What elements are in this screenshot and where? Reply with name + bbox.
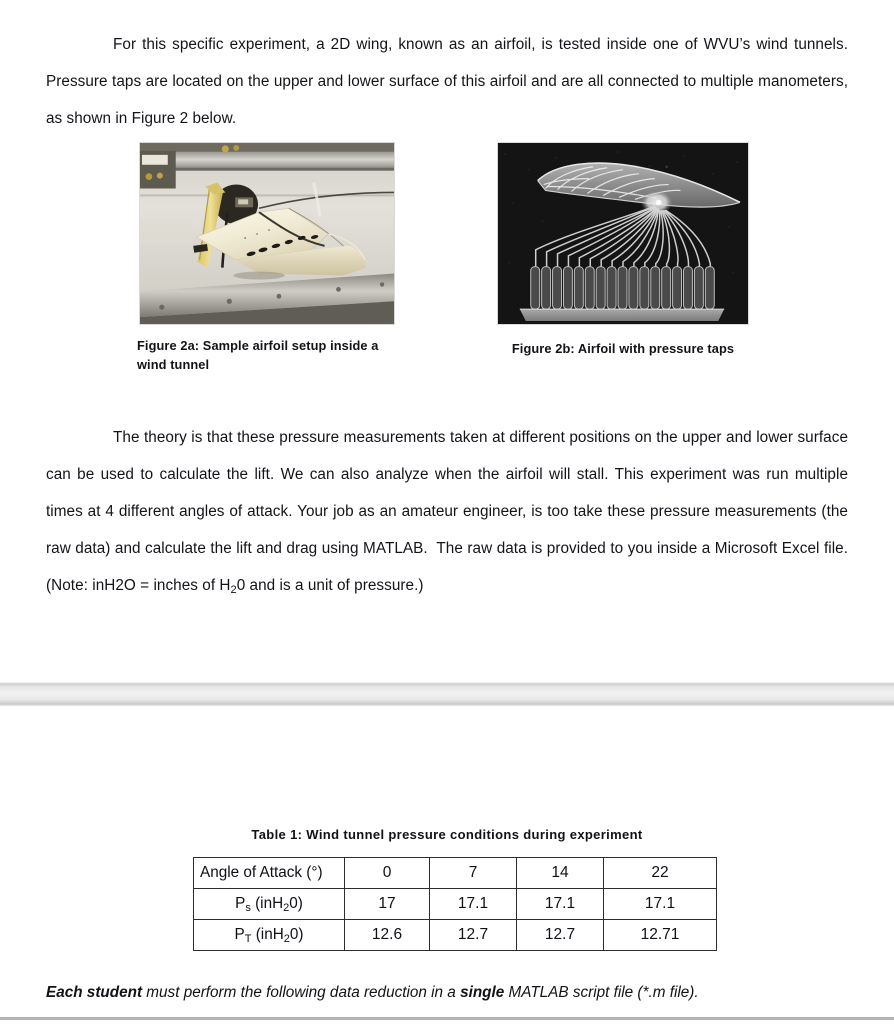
wind-tunnel-airfoil-photo xyxy=(139,142,395,325)
cell-aoa-3: 14 xyxy=(517,858,604,889)
cell-ps-1: 17 xyxy=(345,889,430,920)
cell-ps-2: 17.1 xyxy=(430,889,517,920)
airfoil-pressure-taps-xray xyxy=(497,142,749,325)
paragraph-theory: The theory is that these pressure measurements taken at different positions on the upper and lower surface can be used to calculate the lift. We can also analyze when the airfoil will stall. This experiment was run multiple times at 4 different angles of attack. Your job as an amateur engineer, is too take these pressure measurements (the raw data) and calculate the lift and drag using MATLAB. The raw data is provided to you inside a Microsoft Excel file. (Note: inH2O = inches of $H_20$ and is a unit of pressure.) xyxy=(46,429,848,597)
closing-instruction xyxy=(46,980,848,1006)
closing-bold-single: single xyxy=(460,984,505,1001)
table-1-caption: Table 1: Wind tunnel pressure conditions during experiment xyxy=(251,827,643,842)
closing-bold-each-student: Each student xyxy=(46,984,143,1001)
table-row-angle-of-attack xyxy=(194,858,717,889)
figure-2a-image xyxy=(139,142,395,325)
paragraph-intro: For this specific experiment, a 2D wing, known as an airfoil, is tested inside one of WVU’s wind tunnels. Pressure taps are located on the upper and lower surface of this airfoil and are all connected to multiple manometers, as shown in Figure 2 below. xyxy=(46,36,848,128)
bottom-page-rule xyxy=(0,1017,894,1020)
cell-pt-2: 12.7 xyxy=(430,920,517,951)
cell-ps-4: 17.1 xyxy=(604,889,717,920)
cell-pt-1: 12.6 xyxy=(345,920,430,951)
row-header-angle-of-attack: Angle of Attack (°) xyxy=(194,858,345,889)
figure-2b-caption: Figure 2b: Airfoil with pressure taps xyxy=(511,341,735,356)
page-break-separator xyxy=(0,682,894,706)
cell-aoa-1: 0 xyxy=(345,858,430,889)
table-row-total-pressure xyxy=(194,920,717,951)
cell-pt-4: 12.71 xyxy=(604,920,717,951)
closing-mid-1: must perform the following data reduction in a xyxy=(142,984,461,1001)
figure-2b-image xyxy=(497,142,749,325)
row-header-static-pressure: $P_s$ (inH$_2$0) xyxy=(194,889,345,920)
table-row-static-pressure xyxy=(194,889,717,920)
cell-aoa-2: 7 xyxy=(430,858,517,889)
pressure-conditions-table xyxy=(193,857,717,951)
figure-2a-caption: Figure 2a: Sample airfoil setup inside a wind tunnel xyxy=(137,338,379,372)
cell-ps-3: 17.1 xyxy=(517,889,604,920)
row-header-total-pressure: $P_T$ (inH$_2$0) xyxy=(194,920,345,951)
cell-aoa-4: 22 xyxy=(604,858,717,889)
cell-pt-3: 12.7 xyxy=(517,920,604,951)
closing-mid-2: MATLAB script file (*.m file). xyxy=(504,984,699,1001)
